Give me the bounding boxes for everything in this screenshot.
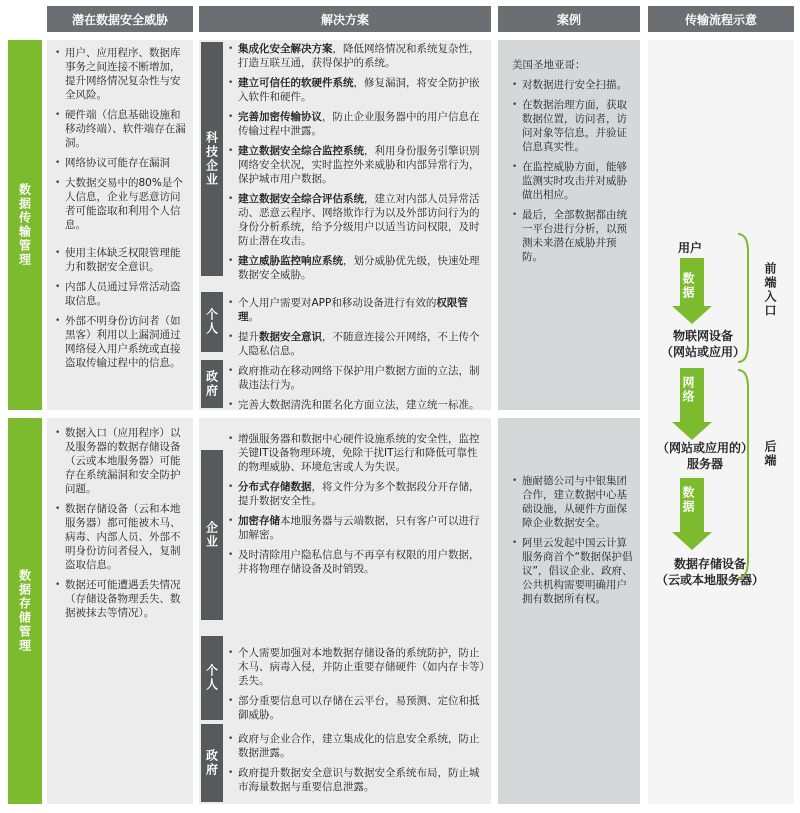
flow-storage-sub-label: （云或本地服务器） [655, 573, 764, 587]
flow-network-label: 网络 [681, 376, 695, 404]
cases-transmission [512, 58, 636, 270]
flow-server-label: 服务器 [686, 457, 723, 471]
item-bold-text: 加密存储 [238, 515, 280, 527]
solutions-personal-list [228, 296, 488, 358]
list-item [228, 144, 488, 186]
item-text: 及时清除用户隐私信息与不再享有权限的用户数据，并将物理存储设备及时销毁。 [238, 549, 480, 575]
item-text: ，划分威胁优先级，快速处理数据安全威胁。 [238, 255, 480, 281]
list-item: • 使用主体缺乏权限管理能力和数据安全意识。 [55, 246, 187, 274]
frontend-label: 前端入口 [763, 262, 777, 318]
item-text: ，修复漏洞，将安全防护嵌入软件和硬件。 [238, 77, 480, 103]
header-solutions: 解决方案 [199, 6, 491, 32]
flow-user: 用户 [677, 241, 702, 255]
group-tech-label: 科技企业 [204, 131, 219, 187]
cases-transmission-title: 美国圣地亚哥： [512, 59, 586, 71]
section-storage [8, 418, 42, 804]
list-item: • 大数据交易中的80%是个人信息，企业与恶意访问者可能盗取和利用个人信息。 [55, 176, 187, 232]
list-item [228, 330, 488, 358]
item-bold-text: 建立威胁监控响应系统 [238, 255, 343, 267]
threats-transmission [47, 40, 193, 410]
group-personal2-label: 个人 [204, 664, 219, 692]
flow-iot-device-label: 物联网设备 [672, 329, 733, 343]
item-text: 。 [248, 311, 259, 323]
list-item: • 数据还可能遭遇丢失情况（存储设备物理丢失、数据被抹去等情况）。 [55, 578, 187, 620]
cases-storage-list [512, 474, 636, 606]
list-item [228, 254, 488, 282]
group-enterprise [201, 450, 223, 620]
list-item: • 用户、应用程序、数据库事务之间连接不断增加，提升网络情况复杂性与安全风险。 [55, 46, 187, 102]
group-gov2 [201, 724, 223, 802]
section-transmission-label: 数据传输管理 [17, 183, 32, 267]
item-bold-text: 建立可信任的软硬件系统 [238, 77, 354, 89]
section-storage-label: 数据存储管理 [17, 569, 32, 653]
item-text: 提升 [238, 331, 259, 343]
solutions-gov-list [228, 364, 488, 412]
item-bold-text: 完善加密传输协议 [238, 111, 322, 123]
group-gov2-label: 政府 [204, 749, 219, 777]
header-flow: 传输流程示意 [648, 6, 794, 32]
item-bold-text: 建立数据安全综合评估系统 [238, 193, 364, 205]
solutions-gov2-list [228, 732, 488, 794]
item-text: ，利用身份服务引擎识别网络安全状况，实时监控外来威胁和内部异常行为，保护城市用户数据。 [238, 145, 480, 185]
flow-panel [648, 40, 794, 804]
item-bold-text: 数据安全意识 [259, 331, 322, 343]
list-item [228, 296, 488, 324]
group-personal [201, 292, 223, 352]
solutions-tech [228, 42, 488, 288]
list-item: • 外部不明身份访问者（如黑客）利用以上漏洞通过网络侵入用户系统或直接盗取传输过程中的信息。 [55, 314, 187, 370]
item-text: ，降低网络情况和系统复杂性，打造互联互通，获得保护的系统。 [238, 43, 480, 69]
group-personal2 [201, 636, 223, 720]
group-gov [201, 360, 223, 408]
list-item: • 施耐德公司与中银集团合作，建立数据中心基础设施，从硬件方面保障企业数据安全。 [512, 474, 636, 530]
flow-data1-label: 数据 [681, 272, 695, 300]
list-item: • 内部人员通过异常活动盗取信息。 [55, 280, 187, 308]
list-item: • 政府提升数据安全意识与数据安全系统布局，防止城市海量数据与重要信息泄露。 [228, 766, 488, 794]
threats-storage [47, 418, 193, 804]
item-text: 个人用户需要对APP和移动设备进行有效的 [238, 297, 437, 309]
item-text: ，防止企业服务器中的用户信息在传输过程中泄露。 [238, 111, 480, 137]
threats-transmission-list-a [55, 46, 187, 232]
item-bold-text: 权限管理 [238, 297, 468, 323]
item-text: 本地服务器与云端数据，只有客户可以进行加解密。 [238, 515, 480, 541]
item-bold-text: 集成化安全解决方案 [238, 43, 333, 55]
list-item: • 硬件端（信息基础设施和移动终端）、软件端存在漏洞。 [55, 108, 187, 150]
list-item: • 部分重要信息可以存储在云平台，易预测、定位和抵御威胁。 [228, 694, 488, 722]
list-item: • 个人需要加强对本地数据存储设备的系统防护，防止木马、病毒入侵，并防止重要存储硬件（如内存卡等）丢失。 [228, 646, 488, 688]
item-text: ，建立对内部人员异常活动、恶意云程序、网络欺诈行为以及外部访问行为的身份分析系统，给予分级用户以适当访问权限，及时防止潜在攻击。 [238, 193, 480, 247]
solutions-enterprise-list [228, 432, 488, 576]
group-gov-label: 政府 [204, 370, 219, 398]
solutions-personal2 [228, 646, 488, 728]
list-item [228, 76, 488, 104]
flow-iot-sub-label: （网站或应用） [660, 345, 745, 359]
list-item: • 完善大数据清洗和匿名化方面立法，建立统一标准。 [228, 398, 488, 412]
item-bold-text: 分布式存储数据 [238, 481, 312, 493]
list-item: • 数据入口（应用程序）以及服务器的数据存储设备（云或本地服务器）可能存在系统漏洞和安全防护问题。 [55, 426, 187, 496]
solutions-personal2-list [228, 646, 488, 722]
list-item: • 政府推动在移动网络下保护用户数据方面的立法，制裁违法行为。 [228, 364, 488, 392]
item-bold-text: 建立数据安全综合监控系统 [238, 145, 364, 157]
flow-storage-device-label: 数据存储设备 [673, 557, 746, 571]
solutions-enterprise [228, 432, 488, 582]
solutions-personal [228, 296, 488, 364]
list-item [228, 432, 488, 474]
list-item: • 阿里云发起中国云计算服务商首个“数据保护倡议”，倡议企业、政府、公共机构需要明确用户拥有数据所有权。 [512, 536, 636, 606]
list-item: • 在数据治理方面，获取数据位置，访问者，访问对象等信息，并验证信息真实性。 [512, 98, 636, 154]
solutions-gov [228, 364, 488, 418]
threats-transmission-list-b [55, 246, 187, 370]
list-item: • 对数据进行安全扫描。 [512, 78, 636, 92]
list-item [228, 548, 488, 576]
list-item: • 在监控威胁方面，能够监测实时攻击并对威胁做出相应。 [512, 160, 636, 202]
list-item: • 政府与企业合作，建立集成化的信息安全系统，防止数据泄露。 [228, 732, 488, 760]
frontend-bracket [736, 232, 756, 364]
list-item [228, 514, 488, 542]
list-item [228, 192, 488, 248]
list-item: • 数据存储设备（云和本地服务器）都可能被木马、病毒、内部人员、外部不明身份访问者侵入，复制盗取信息。 [55, 502, 187, 572]
list-item: • 最后，全部数据都由统一平台进行分析，以预测未来潜在威胁并预防。 [512, 208, 636, 264]
flow-server-sub-label: （网站或应用的） [656, 441, 753, 455]
solutions-gov2 [228, 732, 488, 800]
backend-label: 后端 [763, 440, 777, 468]
item-text: ，不随意连接公开网络，不上传个人隐私信息。 [238, 331, 480, 357]
backend-bracket [736, 368, 756, 580]
group-enterprise-label: 企业 [204, 521, 219, 549]
group-personal-label: 个人 [204, 308, 219, 336]
header-cases: 案例 [498, 6, 640, 32]
header-threats: 潜在数据安全威胁 [47, 6, 193, 32]
cases-transmission-list [512, 78, 636, 264]
group-tech-enterprise [201, 42, 223, 276]
item-text: ，将文件分为多个数据段分开存储，提升数据安全性。 [238, 481, 480, 507]
section-transmission [8, 40, 42, 410]
flow-data2-label: 数据 [681, 486, 695, 514]
solutions-tech-list [228, 42, 488, 282]
threats-storage-list [55, 426, 187, 620]
cases-storage [512, 474, 636, 612]
list-item [228, 110, 488, 138]
list-item: • 网络协议可能存在漏洞 [55, 156, 187, 170]
list-item [228, 42, 488, 70]
item-text: 增强服务器和数据中心硬件设施系统的安全性，监控关键IT设备物理环境，免除干扰IT运行和降低可靠性的物理威胁、环境危害或人为失误。 [238, 433, 480, 473]
list-item [228, 480, 488, 508]
